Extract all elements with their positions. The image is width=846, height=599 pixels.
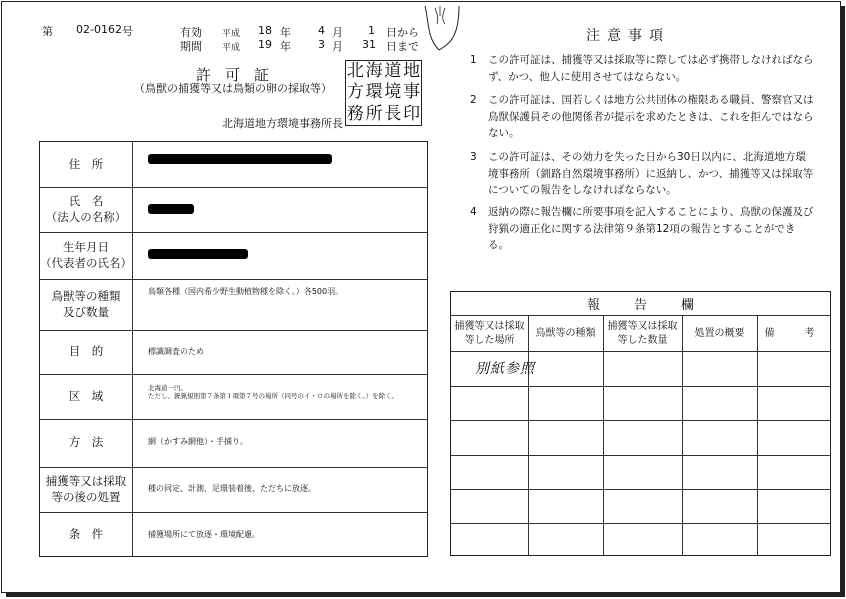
column-divider — [757, 316, 758, 556]
start-year-unit: 年 — [280, 26, 291, 39]
end-day-unit: 日まで — [386, 40, 419, 53]
seal-char: 所 — [365, 103, 383, 124]
conditions-label: 条 件 — [68, 527, 104, 542]
start-day: 1 — [368, 24, 375, 37]
column-divider — [682, 316, 683, 556]
col-header-disposal: 処置の概要 — [694, 327, 745, 339]
row-divider — [451, 386, 830, 387]
method-label: 方 法 — [68, 435, 104, 450]
start-day-unit: 日から — [386, 26, 419, 39]
seal-char: 環 — [365, 82, 383, 103]
validity-label-1: 有効 — [180, 26, 202, 39]
binding-tie-icon — [421, 4, 463, 52]
seal-char: 印 — [403, 103, 421, 124]
permit-subtitle: （鳥獣の捕獲等又は鳥類の卵の採取等） — [134, 82, 332, 95]
permit-no-suffix: 号 — [122, 25, 133, 38]
end-year-unit: 年 — [280, 40, 291, 53]
permit-title: 許可証 — [196, 66, 284, 84]
note-item: 1 この許可証は、捕獲等又は採取等に際しては必ず携帯しなければならず、かつ、他人に使用させてはならない。 — [470, 54, 814, 83]
seal-char: 務 — [346, 103, 364, 124]
permit-details-table — [39, 141, 428, 557]
address-label: 住 所 — [68, 156, 104, 171]
handwritten-note: 別紙参照 — [475, 361, 535, 377]
page-shadow — [841, 6, 845, 596]
end-month: 3 — [318, 38, 325, 51]
page-shadow — [6, 593, 845, 597]
report-title: 報告欄 — [451, 292, 830, 316]
seal-char: 長 — [384, 103, 402, 124]
end-day: 31 — [362, 38, 376, 51]
species-value: 鳥類各種（国内希少野生動植物種を除く。）各500羽。 — [148, 287, 344, 296]
col-header-remarks: 備 考 — [764, 327, 825, 339]
purpose-label: 目 的 — [68, 344, 104, 359]
end-era: 平成 — [222, 43, 241, 53]
seal-char: 事 — [403, 82, 421, 103]
disposal-label: 捕獲等又は採取 等の後の処置 — [45, 473, 127, 504]
start-year: 18 — [258, 24, 272, 37]
redacted-address — [148, 154, 332, 164]
end-year: 19 — [258, 38, 272, 51]
redacted-name — [148, 204, 194, 214]
conditions-value: 捕獲場所にて放逐・環境配慮。 — [148, 530, 260, 539]
note-item: 4 返納の際に報告欄に所要事項を記入することにより、鳥獣の保護及び狩猟の適正化に関する法律第９条第12項の報告とすることができる。 — [470, 206, 814, 251]
start-era: 平成 — [222, 29, 241, 39]
column-divider — [603, 316, 604, 556]
seal-char: 地 — [403, 61, 421, 82]
row-divider — [451, 489, 830, 490]
column-divider — [132, 142, 133, 556]
row-divider — [451, 420, 830, 421]
birthdate-label: 生年月日 （代表者の氏名） — [40, 239, 132, 270]
start-month: 4 — [318, 24, 325, 37]
method-value: 網（かすみ網他）・手捕り。 — [148, 437, 248, 446]
area-value-line1: 北海道一円。 — [148, 384, 187, 392]
issuer-name: 北海道地方環境事務所長 — [222, 117, 343, 130]
validity-label-2: 期間 — [180, 40, 202, 53]
note-item: 2 この許可証は、国若しくは地方公共団体の権限ある職員、警察官又は鳥獣保護員その他関係者が提示を求めたときは、これを拒んではならない。 — [470, 94, 814, 139]
purpose-value: 標識調査のため — [148, 347, 204, 356]
area-value-line2: ただし、銃猟規則第７条第１項第７号の場所（同号のイ・ロの場所を除く。）を除く。 — [148, 392, 398, 400]
permit-number: 02-0162 — [76, 23, 122, 36]
end-month-unit: 月 — [332, 40, 343, 53]
disposal-value: 種の同定、計測、足環装着後、ただちに放逐。 — [148, 484, 316, 493]
row-divider — [451, 455, 830, 456]
start-month-unit: 月 — [332, 26, 343, 39]
seal-char: 海 — [365, 61, 383, 82]
area-label: 区 域 — [68, 388, 104, 403]
col-header-quantity: 捕獲等又は採取等した数量 — [607, 320, 678, 346]
seal-char: 北 — [346, 61, 364, 82]
column-divider — [528, 316, 529, 556]
row-divider — [451, 351, 830, 352]
row-divider — [451, 523, 830, 524]
official-seal — [345, 60, 422, 126]
seal-char: 道 — [384, 61, 402, 82]
seal-char: 方 — [346, 82, 364, 103]
col-header-location: 捕獲等又は採取等した場所 — [454, 320, 525, 346]
seal-char: 境 — [384, 82, 402, 103]
col-header-species: 鳥獣等の種類 — [535, 327, 596, 339]
permit-no-prefix: 第 — [42, 25, 53, 38]
note-item: 3 この許可証は、その効力を失った日から30日以内に、北海道地方環境事務所（釧路自然環境事務所）に返納し、かつ、捕獲等又は採取等についての報告をしなければならない。 — [470, 151, 814, 196]
species-label: 鳥獣等の種類 及び数量 — [51, 288, 121, 319]
name-label: 氏 名 （法人の名称） — [45, 193, 127, 224]
report-table — [450, 291, 831, 556]
redacted-birthdate — [148, 249, 248, 259]
notes-title: 注意事項 — [586, 28, 670, 44]
